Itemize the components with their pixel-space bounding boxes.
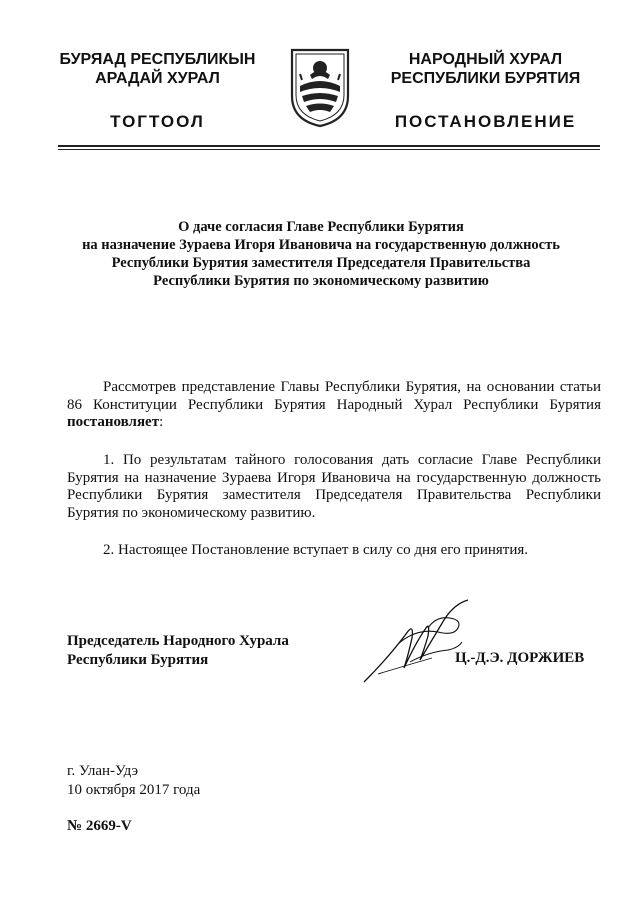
- header-divider-thick: [58, 145, 600, 147]
- signatory-position-line2: Республики Бурятия: [67, 652, 209, 668]
- title-line-3: Республики Бурятия заместителя Председателя Правительства: [111, 255, 531, 271]
- title-line-2: на назначение Зураева Игоря Ивановича на государственную должность: [82, 237, 560, 253]
- item-2-paragraph: 2. Настоящее Постановление вступает в силу со дня его принятия.: [103, 542, 529, 558]
- signatory-position: [67, 632, 289, 670]
- item-1-paragraph: 1. По результатам тайного голосования дать согласие Главе Республики Бурятия на назначение Зураева Игоря Ивановича на государственную должность Республики Бурятия заместителя Председателя Правительства Республики Бурятия по экономическому развитию.: [67, 452, 601, 521]
- header-right-line2: РЕСПУБЛИКИ БУРЯТИЯ: [390, 70, 581, 87]
- header-right-doc-type: ПОСТАНОВЛЕНИЕ: [394, 112, 577, 131]
- handwritten-signature-icon: [358, 598, 478, 690]
- document-title: [40, 218, 602, 290]
- coat-of-arms-icon: [288, 46, 352, 128]
- city: г. Улан-Удэ: [67, 763, 139, 779]
- intro-text: Рассмотрев представление Главы Республики Бурятия, на основании статьи 86 Конституции Республики Бурятия Народный Хурал Республики Бурятия: [67, 379, 601, 413]
- intro-bold-word: постановляет: [67, 414, 160, 430]
- title-line-1: О даче согласия Главе Республики Бурятия: [178, 219, 464, 235]
- intro-paragraph: [67, 379, 601, 432]
- header-right-title: [378, 50, 593, 88]
- signatory-name: Ц.-Д.Э. ДОРЖИЕВ: [455, 650, 585, 666]
- header-left-line2: АРАДАЙ ХУРАЛ: [95, 70, 220, 87]
- document-date: 10 октября 2017 года: [67, 782, 201, 798]
- header-left-doc-type: ТОГТООЛ: [110, 112, 205, 131]
- place-and-date: [67, 762, 200, 800]
- header-right-line1: НАРОДНЫЙ ХУРАЛ: [408, 51, 563, 68]
- header-divider-thin: [58, 149, 600, 150]
- document-number: № 2669-V: [67, 818, 132, 834]
- title-line-4: Республики Бурятия по экономическому развитию: [153, 273, 489, 289]
- header-left-title: [50, 50, 265, 88]
- intro-end: :: [159, 414, 164, 430]
- header-left-line1: БУРЯАД РЕСПУБЛИКЫН: [59, 51, 256, 68]
- signatory-position-line1: Председатель Народного Хурала: [67, 633, 289, 649]
